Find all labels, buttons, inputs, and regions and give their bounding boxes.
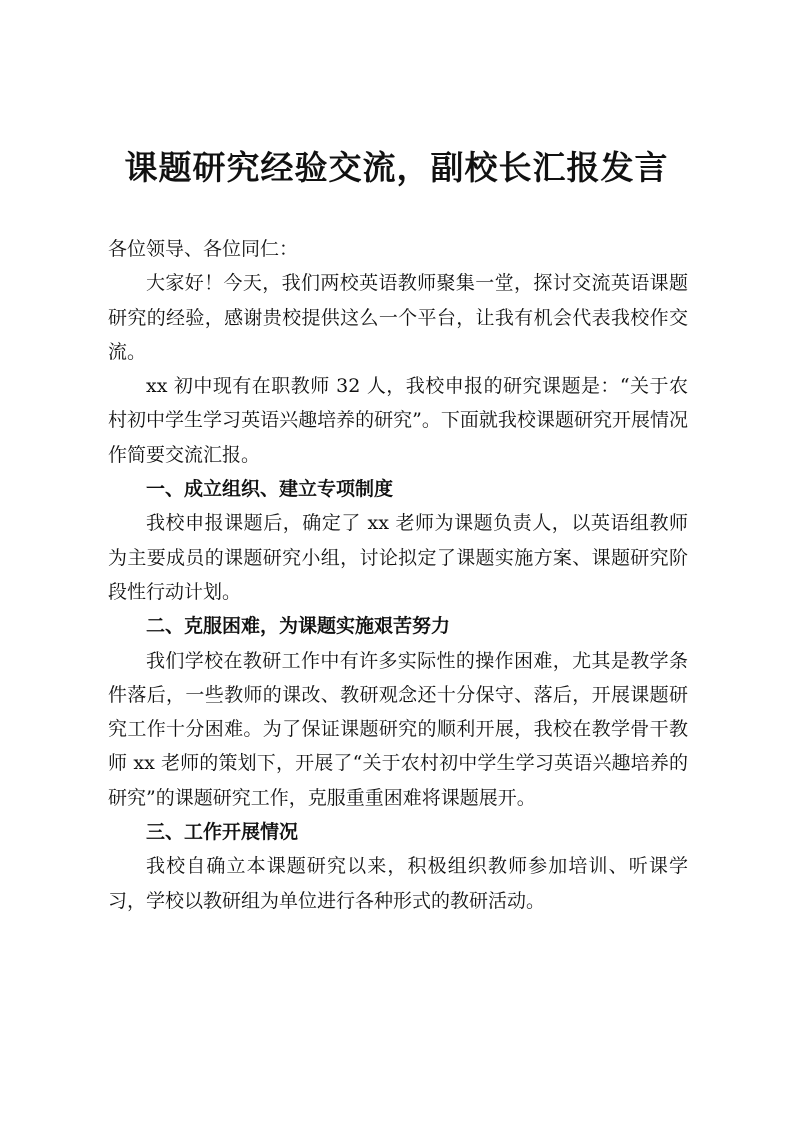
intro-paragraph: 大家好！今天，我们两校英语教师聚集一堂，探讨交流英语课题研究的经验，感谢贵校提供这么一个平台，让我有机会代表我校作交流。: [108, 272, 688, 363]
section-heading-2-text: 二、克服困难，为课题实施艰苦努力: [146, 615, 451, 638]
document-body: [108, 232, 688, 918]
section-heading-2: [108, 609, 688, 643]
document-title: 课题研究经验交流，副校长汇报发言: [124, 148, 669, 187]
salutation: 各位领导、各位同仁：: [108, 238, 299, 260]
section-heading-3-text: 三、工作开展情况: [146, 821, 299, 844]
section-body-2: 我们学校在教研工作中有许多实际性的操作困难，尤其是教学条件落后，一些教师的课改、教研观念还十分保守、落后，开展课题研究工作十分困难。为了保证课题研究的顺利开展，我校在教学骨干教师 xx 老师的策划下，开展了“关于农村初中学生学习英语兴趣培养的研究”的课题研究工作，克服重重困难将课题展开。: [108, 649, 688, 809]
section-heading-1: [108, 472, 688, 506]
section-heading-1-text: 一、成立组织、建立专项制度: [146, 478, 394, 501]
section-body-1: 我校申报课题后，确定了 xx 老师为课题负责人，以英语组教师为主要成员的课题研究小组，讨论拟定了课题实施方案、课题研究阶段性行动计划。: [108, 512, 688, 603]
section-body-3: 我校自确立本课题研究以来，积极组织教师参加培训、听课学习，学校以教研组为单位进行各种形式的教研活动。: [108, 855, 688, 912]
school-info-paragraph: xx 初中现有在职教师 32 人，我校申报的研究课题是：“关于农村初中学生学习英语兴趣培养的研究”。下面就我校课题研究开展情况作简要交流汇报。: [108, 375, 688, 466]
section-heading-3: [108, 815, 688, 849]
